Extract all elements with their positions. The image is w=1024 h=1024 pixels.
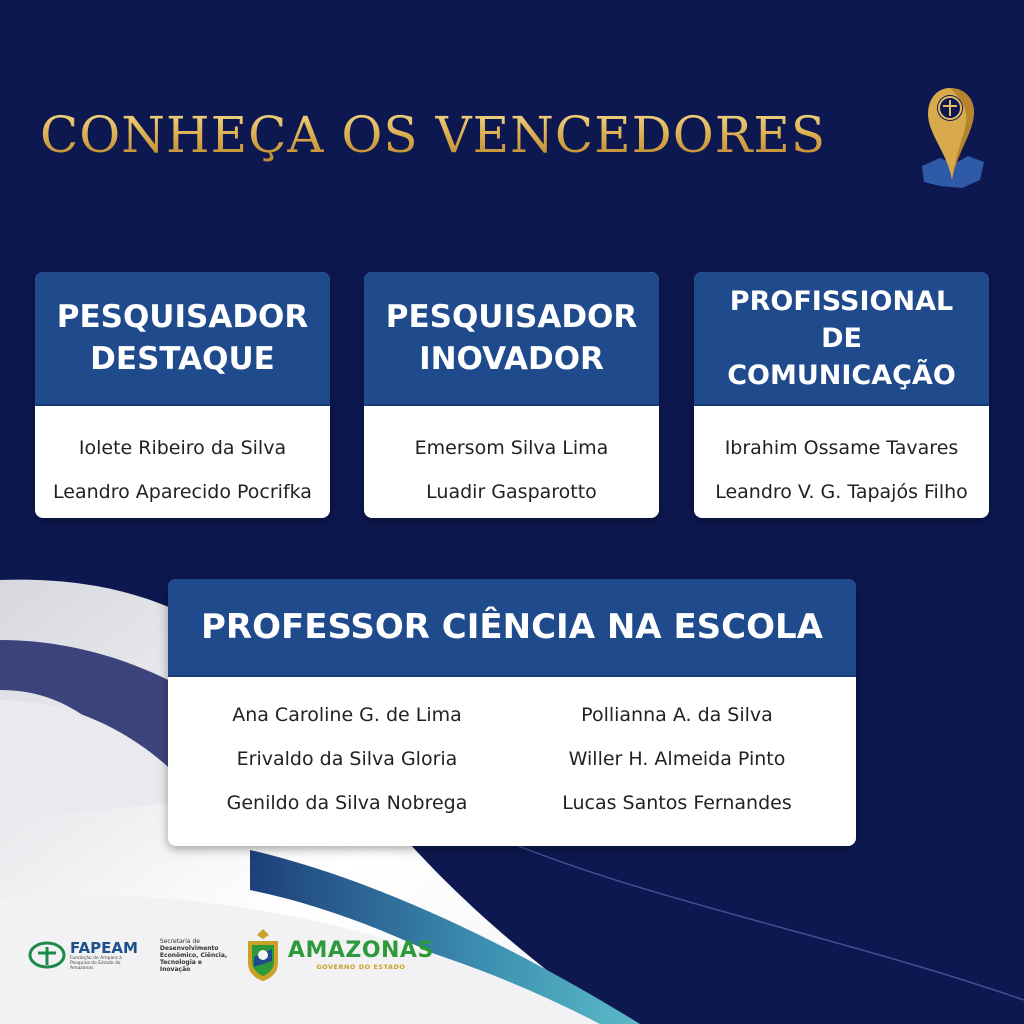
category-card-profissional-comunicacao bbox=[694, 272, 989, 518]
amazonas-name: AMAZONAS bbox=[287, 938, 434, 963]
fapeam-logo-block bbox=[28, 940, 138, 971]
heading-line: PROFISSIONAL bbox=[729, 285, 954, 317]
fapeam-name: FAPEAM bbox=[70, 938, 138, 957]
amazonas-subtitle: GOVERNO DO ESTADO bbox=[316, 963, 406, 971]
winners-list bbox=[694, 406, 989, 514]
category-card-professor-ciencia bbox=[168, 579, 856, 846]
category-heading bbox=[364, 272, 659, 406]
winner-name: Leandro Aparecido Pocrifka bbox=[53, 481, 312, 503]
winners-list bbox=[35, 406, 330, 514]
heading-line: PROFESSOR CIÊNCIA NA ESCOLA bbox=[200, 607, 823, 647]
heading-line: DE bbox=[821, 322, 862, 354]
winner-name: Lucas Santos Fernandes bbox=[562, 792, 792, 814]
sedecti-logo-block bbox=[160, 938, 232, 973]
amazonas-crest bbox=[242, 927, 284, 983]
winner-name: Iolete Ribeiro da Silva bbox=[78, 437, 287, 459]
fapeam-subtitle: Fundação de Amparo à Pesquisa do Estado do Amazonas bbox=[70, 955, 122, 971]
sedecti-line: Econômico, Ciência, bbox=[159, 951, 228, 959]
footer-logos bbox=[28, 925, 434, 985]
heading-line: PESQUISADOR bbox=[56, 299, 309, 335]
winner-name: Luadir Gasparotto bbox=[426, 481, 597, 503]
heading-line: COMUNICAÇÃO bbox=[727, 359, 956, 391]
sedecti-line: Secretaria de bbox=[159, 937, 200, 945]
winners-list bbox=[364, 406, 659, 514]
winners-list bbox=[168, 677, 856, 814]
fapeam-logo bbox=[28, 941, 66, 969]
category-heading bbox=[35, 272, 330, 406]
heading-line: DESTAQUE bbox=[90, 341, 275, 377]
category-card-pesquisador-inovador bbox=[364, 272, 659, 518]
winner-name: Genildo da Silva Nobrega bbox=[226, 792, 468, 814]
trophy-pin-icon bbox=[910, 84, 988, 196]
winner-name: Willer H. Almeida Pinto bbox=[568, 748, 786, 770]
winner-name: Ibrahim Ossame Tavares bbox=[724, 437, 959, 459]
sedecti-line: Desenvolvimento bbox=[159, 944, 219, 952]
winner-name: Emersom Silva Lima bbox=[414, 437, 609, 459]
winners-column-right bbox=[527, 693, 827, 814]
sedecti-line: Tecnologia e Inovação bbox=[159, 958, 202, 973]
category-card-pesquisador-destaque bbox=[35, 272, 330, 518]
winner-name: Pollianna A. da Silva bbox=[581, 704, 773, 726]
winner-name: Leandro V. G. Tapajós Filho bbox=[715, 481, 968, 503]
page-title: CONHEÇA OS VENCEDORES bbox=[40, 106, 827, 164]
winners-column-left bbox=[197, 693, 497, 814]
category-heading bbox=[168, 579, 856, 677]
heading-line: INOVADOR bbox=[419, 341, 604, 377]
winner-name: Erivaldo da Silva Gloria bbox=[236, 748, 458, 770]
category-heading bbox=[694, 272, 989, 406]
heading-line: PESQUISADOR bbox=[385, 299, 638, 335]
winner-name: Ana Caroline G. de Lima bbox=[232, 704, 462, 726]
amazonas-logo-block bbox=[242, 927, 434, 983]
